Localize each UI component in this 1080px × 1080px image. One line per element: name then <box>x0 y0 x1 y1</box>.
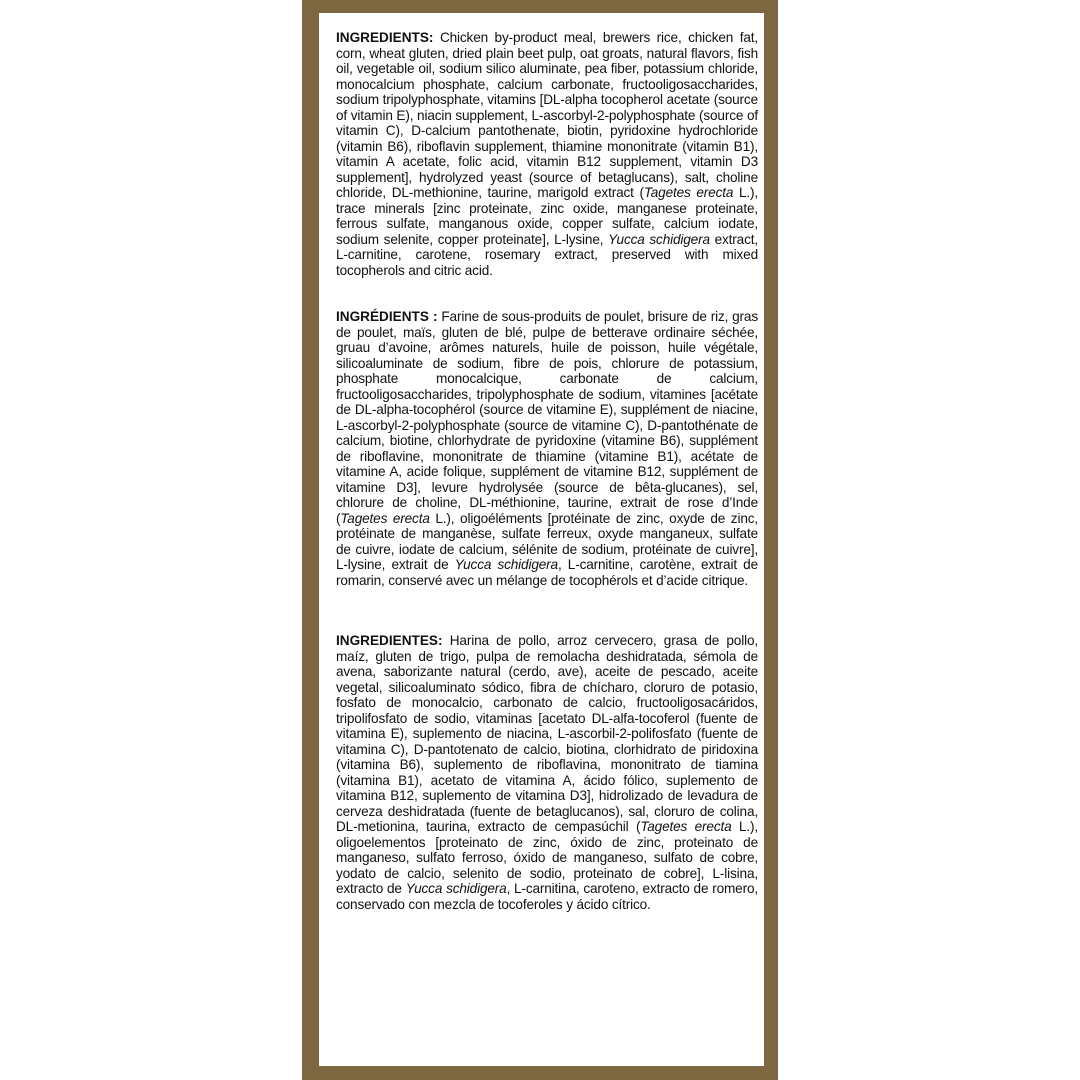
ingredients-text-part: Chicken by-product meal, brewers rice, chicken fat, corn, wheat gluten, dried plain beet pulp, oat groats, natural flavors, fish oil, vegetable oil, sodium silico aluminate, pea fiber, potassium chloride, monocalcium phosphate, calcium carbonate, fructooligosaccharides, sodium tripolyphosphate, vitamins [DL-alpha tocopherol acetate (source of vitamin E), niacin supplement, L-ascorbyl-2-polyphosphate (source of vitamin C), D-calcium pantothenate, biotin, pyridoxine hydrochloride (vitamin B6), riboflavin supplement, thiamine mononitrate (vitamin B1), vitamin A acetate, folic acid, vitamin B12 supplement, vitamin D3 supplement], hydrolyzed yeast (source of betaglucans), salt, choline chloride, DL-methionine, taurine, marigold extract ( <box>336 30 758 200</box>
scientific-name: Yucca schidigera <box>405 881 507 896</box>
scientific-name: Yucca schidigera <box>608 231 710 247</box>
ingredients-english <box>336 30 758 278</box>
ingredients-text-part: , L-carnitine, carotène, extrait de romarin, conservé avec un mélange de tocophérols et d’acide citrique. <box>336 557 759 588</box>
ingredients-text-part: , L-carnitina, caroteno, extracto de romero, conservado con mezcla de tocoferoles y ácido cítrico. <box>336 881 759 912</box>
scientific-name: Yucca schidigera <box>454 557 558 572</box>
scientific-name: Tagetes erecta <box>340 510 430 526</box>
ingredients-spanish <box>336 633 758 912</box>
ingredients-french <box>336 309 758 588</box>
ingredients-text-part: Harina de pollo, arroz cervecero, grasa de pollo, maíz, gluten de trigo, pulpa de remolacha deshidratada, sémola de avena, saborizante natural (cerdo, ave), aceite de pescado, aceite vegetal, silicoaluminato sódico, fibra de chícharo, cloruro de potasio, fosfato de monocalcio, carbonato de calcio, fructooligosacáridos, tripolifosfato de sodio, vitaminas [acetato DL-alfa-tocoferol (fuente de vitamina E), suplemento de niacina, L-ascorbil-2-polifosfato (fuente de vitamina C), D-pantotenato de calcio, biotina, clorhidrato de piridoxina (vitamina B6), suplemento de riboflavina, mononitrato de tiamina (vitamina B1), acetato de vitamina A, ácido fólico, suplemento de vitamina B12, suplemento de vitamina D3], hidrolizado de levadura de cerveza deshidratada (fuente de betaglucanos), sal, cloruro de colina, DL-metionina, taurina, extracto de cempasúchil ( <box>336 633 758 834</box>
ingredients-text-part: L.), oligoéléments [protéinate de zinc, oxyde de zinc, protéinate de manganèse, sulfate ferreux, oxyde manganeux, sulfate de cuivre, iodate de calcium, sélénite de sodium, protéinate de cuivre], L-lysine, extrait de <box>336 510 758 572</box>
ingredients-text-part: Farine de sous-produits de poulet, brisure de riz, gras de poulet, maïs, gluten de blé, pulpe de betterave ordinaire séchée, gruau d’avoine, arômes naturels, huile de poisson, huile végétale, silicoaluminate de sodium, fibre de pois, chlorure de potassium, phosphate monocalcique, carbonate de calcium, fructooligosaccharides, tripolyphosphate de sodium, vitamines [acétate de DL-alpha-tocophérol (source de vitamine E), supplément de niacine, L-ascorbyl-2-polyphosphate (source de vitamine C), D-pantothénate de calcium, biotine, chlorhydrate de pyridoxine (vitamine B6), supplément de riboflavine, mononitrate de thiamine (vitamine B1), acétate de vitamine A, acide folique, supplément de vitamine B12, supplément de vitamine D3], levure hydrolysée (source de bêta-glucanes), sel, chlorure de choline, DL-méthionine, taurine, extrait de rose d’Inde ( <box>336 309 758 526</box>
ingredients-text-part: L.), trace minerals [zinc proteinate, zinc oxide, manganese proteinate, ferrous sulfate, manganous oxide, copper sulfate, calcium iodate, sodium selenite, copper proteinate], L-lysine, <box>336 185 758 247</box>
label-border-frame <box>302 0 778 1080</box>
ingredients-text-part: L.), oligoelementos [proteinato de zinc, óxido de zinc, proteinato de manganeso, sulfato ferroso, óxido de manganeso, sulfato de cobre, yodato de calcio, selenito de sodio, proteinato de cobre], L-lisina, extracto de <box>336 819 758 896</box>
ingredients-text-part: extract, L-carnitine, carotene, rosemary extract, preserved with mixed tocopherols and citric acid. <box>336 231 758 278</box>
scientific-name: Tagetes erecta <box>640 819 732 834</box>
ingredients-panel <box>319 13 764 1066</box>
ingredients-heading-english: INGREDIENTS: <box>336 30 434 45</box>
scientific-name: Tagetes erecta <box>643 185 734 200</box>
ingredients-heading-spanish: INGREDIENTES: <box>336 633 443 648</box>
ingredients-heading-french: INGRÉDIENTS : <box>336 309 438 324</box>
